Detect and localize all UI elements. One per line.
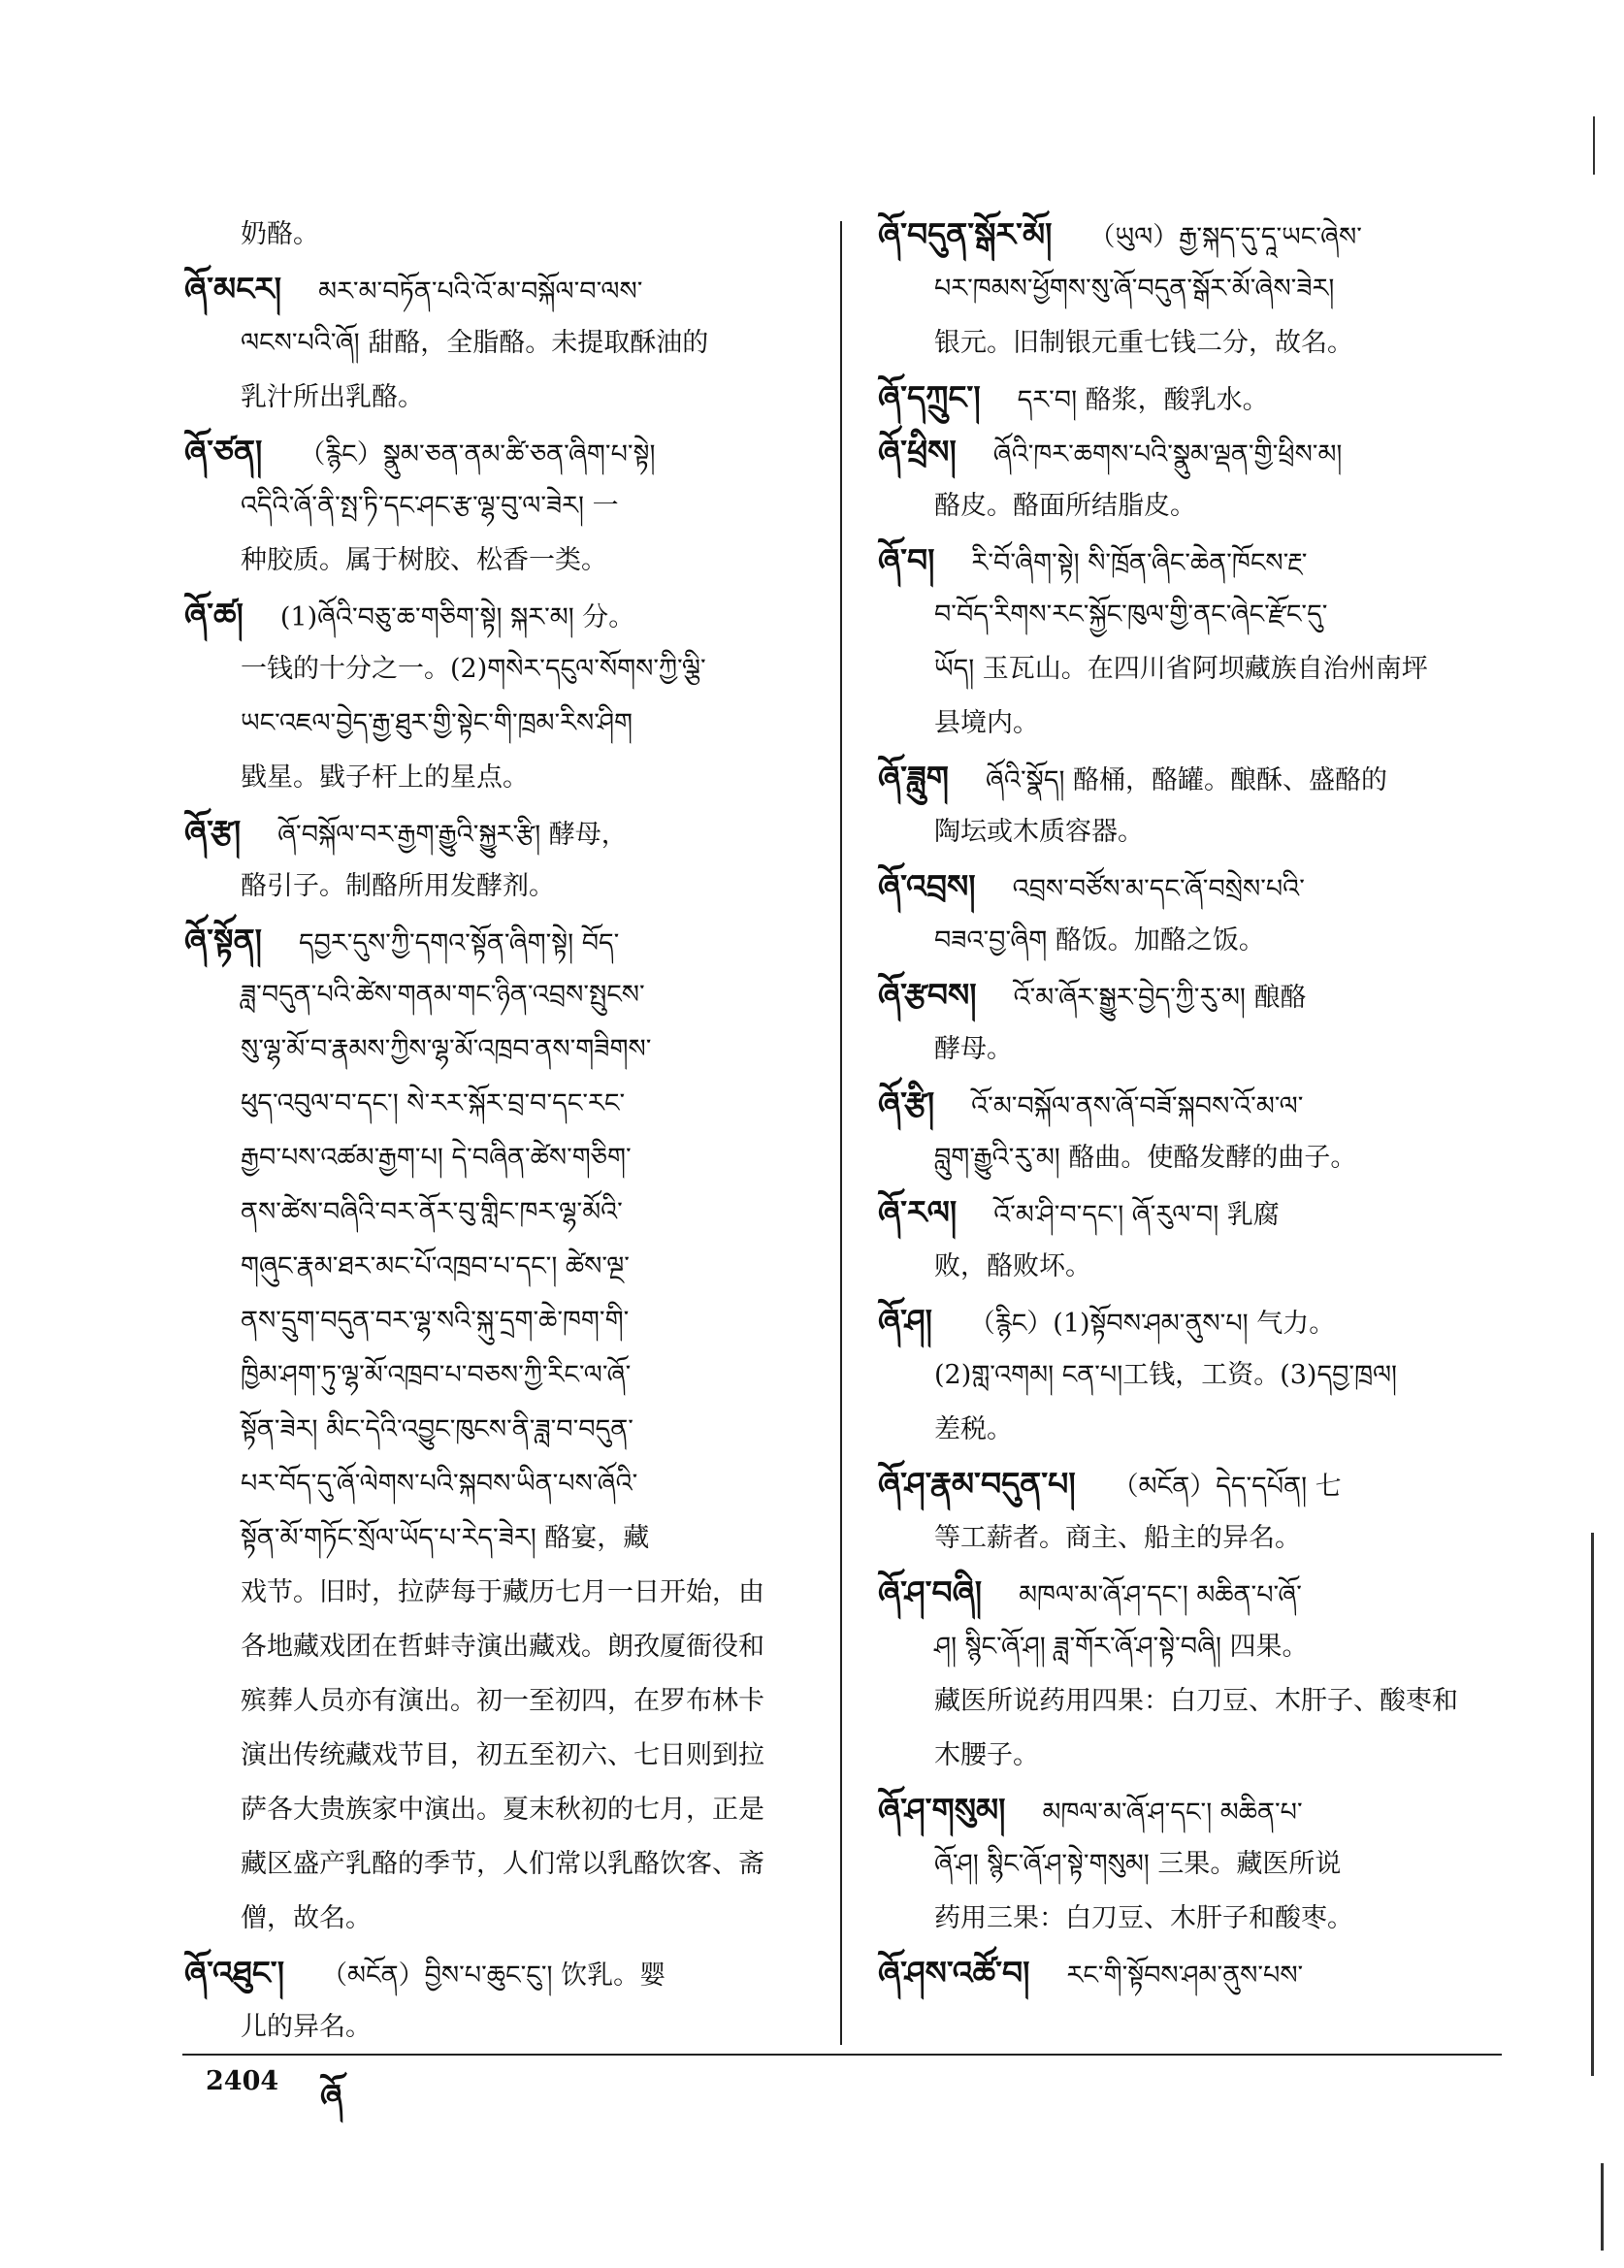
footer-rule [182,2054,1502,2056]
dictionary-entry [878,425,1499,534]
dictionary-entry [878,859,1499,968]
definition-text: བ་བོད་རིགས་རང་སྐྱོང་ཁུལ་གྱི་ནང་ཞེང་རྫོང་དུ་ [934,599,1328,630]
entry-line [184,316,805,371]
definition-text: ཁྱིམ་ཤག་ཏུ་ལྷ་མོ་འཁྲབ་པ་བཅས་ཀྱི་རིང་ལ་ཞོ་ [241,1360,632,1390]
scan-margin-mark [1593,116,1595,175]
definition-text: ཟླ་བདུན་པའི་ཚེས་གནམ་གང་ཉིན་འབྲས་སྤུངས་ [241,980,645,1010]
definition-text: དར་བ། 酪浆，酸乳水。 [1017,385,1269,415]
entry-line [184,1077,805,1131]
entry-line [878,1674,1499,1729]
running-head: ཞོ [320,2077,343,2115]
scan-margin-mark [1591,1533,1594,2076]
entry-line [878,1620,1499,1674]
entry-line [184,1946,805,2000]
entry-line [184,1457,805,1511]
entry-line [878,968,1499,1022]
entry-line [184,968,805,1022]
headword: ཞོ་བ། [878,541,935,579]
definition-text: （རྙིང）སྣུམ་ཅན་ནམ་ཚི་ཅན་ཞིག་པ་སྟེ། [299,439,656,470]
entry-line [878,1131,1499,1185]
definition-text: （མངོན）དེད་དཔོན། 七 [1112,1472,1342,1502]
definition-text: རྒྱབ་པས་འཚམ་རྒྱག་པ། དེ་བཞིན་ཚེས་གཅིག་ [241,1143,632,1173]
definition-text: འོ་མ་བསྐོལ་ནས་ཞོ་བཟོ་སྐབས་འོ་མ་ལ་ [971,1091,1304,1121]
entry-line [184,1837,805,1892]
entry-line [878,479,1499,534]
entry-line [184,1348,805,1403]
definition-text: 败，酪败坏。 [934,1251,1091,1281]
definition-text: 藏区盛产乳酪的季节，人们常以乳酪饮客、斋 [241,1849,764,1879]
definition-text: བླུག་རྒྱུའི་རུ་མ། 酪曲。使酪发酵的曲子。 [934,1143,1357,1173]
entry-line [184,1131,805,1185]
definition-text: （མངོན）བྱིས་པ་ཆུང་ངུ་། 饮乳。婴 [321,1960,666,1991]
entry-line [878,208,1499,262]
headword: ཞོ་འབྲས། [878,867,976,905]
entry-line [184,534,805,588]
entry-line [184,1403,805,1457]
entry-line [184,1783,805,1837]
definition-text: 殡葬人员亦有演出。初一至初四，在罗布林卡 [241,1686,764,1716]
entry-line [184,1294,805,1348]
dictionary-entry [184,262,805,425]
entry-line [184,859,805,914]
definition-text: 酪皮。酪面所结脂皮。 [934,491,1196,521]
dictionary-entry [878,751,1499,859]
entry-line [878,805,1499,859]
definition-text: བཟའ་བྱ་ཞིག 酪饭。加酪之饭。 [934,925,1265,956]
definition-text: འོ་མ་ཞོར་སྒྱུར་བྱེད་ཀྱི་རུ་མ། 酿酪 [1013,983,1307,1013]
definition-text: ཕུད་འབུལ་བ་དང་། སེ་རར་སྐོར་བྲ་བ་དང་རང་ [241,1088,626,1118]
definition-text: 藏医所说药用四果：白刀豆、木肝子、酸枣和 [934,1686,1458,1716]
headword: ཞོ་རྩབས། [878,976,977,1014]
definition-text: 陶坛或木质容器。 [934,817,1144,847]
entry-line [878,371,1499,425]
definition-text: 演出传统藏戏节目，初五至初六、七日则到拉 [241,1740,764,1770]
entry-line [878,588,1499,642]
definition-text: (2)གླ་འགམ། ངན་པ།工钱，工资。(3)དབྱ་ཁྲལ། [934,1360,1398,1390]
entry-line [878,425,1499,479]
headword: ཞོ་བདུན་སྒོར་མོ། [878,215,1053,253]
definition-text: ནས་ཚེས་བཞིའི་བར་ནོར་བུ་གླིང་ཁར་ལྷ་མོའི་ [241,1197,623,1227]
definition-text: 戏节。旧时，拉萨每于藏历七月一日开始，由 [241,1577,764,1607]
entry-line [878,1457,1499,1511]
headword: ཞོ་ཤ། [878,1302,932,1340]
definition-text: སུ་ལྷ་མོ་བ་རྣམས་ཀྱིས་ལྷ་མོ་འཁྲབ་ནས་གཟིགས་ [241,1034,652,1064]
dictionary-entry [878,1783,1499,1946]
definition-text: འོ་མ་ཤི་བ་དང་། ཞོ་རུལ་བ། 乳腐 [993,1200,1280,1230]
definition-text: སྟོན་མོ་གཏོང་སྲོལ་ཡོད་པ་རེད་ཟེར། 酪宴，藏 [241,1523,650,1553]
entry-line [184,2000,805,2055]
entry-line [878,1946,1499,2000]
dictionary-entry [878,1566,1499,1783]
dictionary-entry [878,1294,1499,1457]
entry-line [878,1240,1499,1294]
definition-text: འདིའི་ཞོ་ནི་སྤ་ཏི་དང་ཤང་རྩ་ལྷ་བུ་ལ་ཟེར། 一 [241,491,619,521]
definition-text: 种胶质。属于树胶、松香一类。 [241,545,607,575]
definition-text: ཞོ་བསྐོལ་བར་རྒྱག་རྒྱུའི་སྐྱུར་རྩི། 酵母， [277,820,628,850]
entry-line [184,805,805,859]
entry-line [184,208,805,262]
definition-text: རང་གི་སྟོབས་ཤམ་ནུས་པས་ [1066,1960,1304,1991]
dictionary-entry [184,914,805,1946]
definition-text: ཞོའི་ཁར་ཆགས་པའི་སྣུམ་ལྡན་གྱི་ཕྲིས་མ། [992,439,1343,470]
definition-text: 儿的异名。 [241,2012,372,2042]
definition-text: 药用三果：白刀豆、木肝子和酸枣。 [934,1903,1353,1933]
headword: ཞོ་རྩ། [184,813,242,851]
dictionary-entry [878,1077,1499,1185]
headword: ཞོ་ཕྲིས། [878,433,957,470]
headword: ཞོ་ཤ་རྣམ་བདུན་པ། [878,1465,1076,1503]
headword: ཞོ་མངར། [184,270,282,308]
entry-line [184,1022,805,1077]
definition-text: ཞོ་ཤ། སྙིང་ཞོ་ཤ་སྟེ་གསུམ། 三果。藏医所说 [934,1849,1342,1879]
left-column [184,208,805,2055]
definition-text: 银元。旧制银元重七钱二分，故名。 [934,328,1353,358]
headword: ཞོ་ཤ་གསུམ། [878,1791,1006,1829]
entry-line [878,1348,1499,1403]
column-divider [840,221,842,2045]
definition-text: གཞུང་རྣམ་ཐར་མང་པོ་འཁྲབ་པ་དང་། ཚེས་ལྔ་ [241,1251,630,1281]
entry-line [878,1185,1499,1240]
definition-text: 等工薪者。商主、船主的异名。 [934,1523,1301,1553]
dictionary-entry [184,588,805,805]
dictionary-entry [184,425,805,588]
definition-text: མར་མ་བཏོན་པའི་འོ་མ་བསྐོལ་བ་ལས་ [318,276,643,307]
definition-text: 酪引子。制酪所用发酵剂。 [241,871,555,901]
entry-line [878,1892,1499,1946]
dictionary-entry [878,1946,1499,2000]
entry-line [878,1729,1499,1783]
definition-text: རི་བོ་ཞིག་སྟེ། སི་ཁྲོན་ཞིང་ཆེན་ཁོངས་རྔ་ [971,548,1308,578]
definition-text: （རྙིང）(1)སྟོབས་ཤམ་ནུས་པ། 气力。 [968,1309,1336,1339]
definition-text: ཡོད། 玉瓦山。在四川省阿坝藏族自治州南坪 [934,654,1428,684]
entry-line [878,316,1499,371]
dictionary-entry [184,1946,805,2055]
definition-text: ལངས་པའི་ཞོ། 甜酪，全脂酪。未提取酥油的 [241,328,709,358]
headword: ཞོ་རལ། [878,1193,958,1231]
headword: ཞོ་ཙན། [184,433,263,470]
entry-line [184,262,805,316]
headword: ཞོ་ཚ། [184,596,244,633]
dictionary-entry [878,208,1499,371]
definition-text: 一钱的十分之一。(2)གསེར་དངུལ་སོགས་ཀྱི་ལྕི་ [241,654,706,684]
headword: ཞོ་སྟོན། [184,922,262,959]
scan-margin-mark [1601,2163,1604,2251]
entry-line [184,1674,805,1729]
dictionary-entry [878,534,1499,751]
entry-line [184,1185,805,1240]
entry-line [878,1837,1499,1892]
definition-text: དབྱར་དུས་ཀྱི་དགའ་སྟོན་ཞིག་སྟེ། བོད་ [299,928,620,958]
entry-line [184,1240,805,1294]
definition-text: ནས་དྲུག་བདུན་བར་ལྷ་སའི་སྐུ་དྲག་ཆེ་ཁག་གི་ [241,1306,630,1336]
right-column [878,208,1499,2000]
definition-text: 木腰子。 [934,1740,1039,1770]
entry-continuation [184,208,805,262]
entry-line [878,751,1499,805]
dictionary-entry [184,805,805,914]
entry-line [878,1077,1499,1131]
entry-line [878,1403,1499,1457]
definition-text: 戥星。戥子杆上的星点。 [241,762,529,793]
definition-text: པར་ཁམས་ཕྱོགས་སུ་ཞོ་བདུན་སྒོར་མོ་ཞེས་ཟེར། [934,274,1335,304]
entry-line [878,914,1499,968]
definition-text: 县境内。 [934,708,1039,738]
entry-line [878,1294,1499,1348]
entry-line [878,1022,1499,1077]
headword: ཞོ་རྩི། [878,1085,935,1122]
headword: ཞོ་ཤས་འཚོ་བ། [878,1954,1030,1992]
definition-text: སྟོན་ཟེར། མིང་དེའི་འབྱུང་ཁུངས་ནི་ཟླ་བ་བདུན་ [241,1414,633,1444]
headword: ཞོ་དཀྲུང་། [878,378,981,416]
entry-line [184,371,805,425]
dictionary-entry [878,1457,1499,1566]
definition-text: པར་བོད་དུ་ཞོ་ལེགས་པའི་སྐབས་ཡིན་པས་ཞོའི་ [241,1469,638,1499]
entry-line [184,1892,805,1946]
definition-text: 萨各大贵族家中演出。夏末秋初的七月，正是 [241,1795,764,1825]
entry-line [878,1511,1499,1566]
entry-line [878,1566,1499,1620]
definition-text: མཁལ་མ་ཞོ་ཤ་དང་། མཆིན་པ་ཞོ་ [1019,1580,1302,1610]
definition-text: ཞོའི་སྣོད། 酪桶，酪罐。酿酥、盛酪的 [986,765,1388,795]
entry-line [184,425,805,479]
entry-line [878,642,1499,697]
definition-text: ཡང་འཇལ་བྱེད་རྒྱ་ཐུར་གྱི་སྟེང་གི་ཁྲམ་རིས་ཤིག [241,708,633,738]
entry-line [184,1511,805,1566]
headword: ཞོ་ཟླུག [878,759,950,796]
entry-line [184,1729,805,1783]
entry-line [184,751,805,805]
entry-line [184,588,805,642]
page-number: 2404 [206,2066,279,2096]
definition-text: (1)ཞོའི་བཅུ་ཆ་གཅིག་སྟེ། སྐར་མ། 分。 [279,602,635,632]
entry-line [184,479,805,534]
entry-line [184,1620,805,1674]
dictionary-entry [878,371,1499,425]
definition-text: 各地藏戏团在哲蚌寺演出藏戏。朗孜厦衙役和 [241,1632,764,1662]
dictionary-entry [878,1185,1499,1294]
entry-line [878,697,1499,751]
definition-text: 奶酪。 [241,219,319,249]
entry-line [184,1566,805,1620]
definition-text: མཁལ་མ་ཞོ་ཤ་དང་། མཆིན་པ་ [1042,1798,1303,1828]
entry-line [878,1783,1499,1837]
entry-line [878,859,1499,914]
headword: ཞོ་ཤ་བཞི། [878,1573,983,1611]
dictionary-entry [878,968,1499,1077]
entry-line [184,697,805,751]
definition-text: 酵母。 [934,1034,1013,1064]
definition-text: ཤ། སྙིང་ཞོ་ཤ། ཟླ་གོར་ཞོ་ཤ་སྟེ་བཞི། 四果。 [934,1632,1309,1662]
definition-text: འབྲས་བཙོས་མ་དང་ཞོ་བསྲེས་པའི་ [1012,874,1305,904]
entry-line [878,262,1499,316]
definition-text: 僧，故名。 [241,1903,372,1933]
headword: ཞོ་འཐུང་། [184,1954,285,1992]
entry-line [878,534,1499,588]
definition-text: 乳汁所出乳酪。 [241,382,424,412]
definition-text: 差税。 [934,1414,1013,1444]
entry-line [184,642,805,697]
definition-text: （ཡུལ）རྒྱ་སྐད་དུ་དཱ་ཡང་ཞེས་ [1088,222,1362,252]
entry-line [184,914,805,968]
